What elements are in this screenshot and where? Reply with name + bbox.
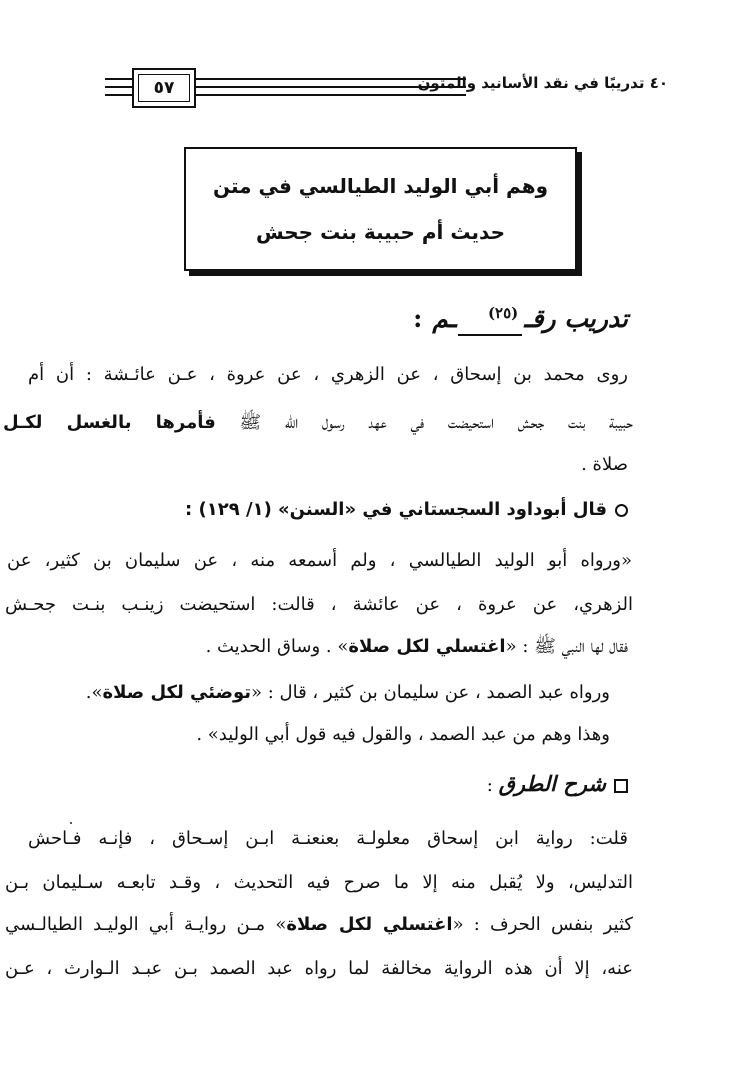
exercise-label-end: ـم: [432, 304, 457, 333]
section-heading-colon: :: [486, 775, 493, 796]
quote-line-1: «ورواه أبو الوليد الطيالسي ، ولم أسمعه منه ، عن سليمان بن كثير، عن: [7, 550, 632, 571]
quote-line-2: الزهري، عن عروة ، عن عائشة ، قالت: استحيضت زينـب بنـت جحـش: [5, 594, 633, 615]
square-bullet-icon: [614, 779, 628, 793]
quote-line-4-b: ».: [85, 682, 103, 703]
commentary-line-1: قلت: رواية ابن إسحاق معلولـة بعنعنـة ابـن إسـحاق ، فإنـه فـاحش: [28, 828, 628, 849]
quote-intro: [185, 497, 628, 523]
commentary-line-4: عنه، إلا أن هذه الرواية مخالفة لما رواه عبد الصمد بـن عبـد الـوارث ، عـن: [5, 958, 633, 979]
scan-speck: [70, 822, 72, 824]
section-heading: [487, 771, 628, 799]
quote-line-4-a: ورواه عبد الصمد ، عن سليمان بن كثير ، قال : «: [251, 682, 610, 703]
exercise-number: (٢٥): [487, 304, 519, 322]
exercise-colon: :: [413, 304, 423, 333]
circle-bullet-icon: [615, 504, 628, 517]
quote-line-4: [86, 680, 610, 706]
intro-line-1: روى محمد بن إسحاق ، عن الزهري ، عن عروة ، عـن عائـشة : أن أم: [28, 364, 628, 385]
chapter-title-box: [184, 147, 577, 271]
header-rule: [196, 94, 466, 96]
commentary-line-3-bold: اغتسلي لكل صلاة: [286, 914, 453, 935]
header-rule: [105, 86, 132, 88]
commentary-line-2: التدليس، ولا يُقبل منه إلا ما صرح فيه التحديث ، وقـد تابعـه سـليمان بـن: [5, 872, 633, 893]
exercise-heading: [413, 304, 628, 336]
quote-line-4-bold: توضئي لكل صلاة: [102, 682, 252, 703]
commentary-line-3-a: كثير بنفس الحرف : «: [452, 914, 634, 935]
quote-line-3-bold: اغتسلي لكل صلاة: [348, 636, 506, 657]
page-number-text: ٥٧: [153, 78, 175, 98]
intro-line-2-bold: فأمرها بالغسل لكـل: [3, 412, 216, 433]
quote-line-3: [206, 634, 628, 660]
chapter-title-line-1: وهم أبي الوليد الطيالسي في متن: [212, 174, 549, 198]
quote-line-3-b: » . وساق الحديث .: [205, 636, 349, 657]
exercise-label: تدريب رقـ: [524, 304, 628, 333]
commentary-line-3: [5, 912, 633, 938]
quote-line-3-a: فقال لها النبي ﷺ : «: [505, 636, 628, 657]
intro-line-2-text: حبيبة بنت جحش استحيضت في عهد رسول الله ﷺ: [215, 412, 633, 433]
header-rule: [105, 78, 132, 80]
quote-line-5: وهذا وهم من عبد الصمد ، والقول فيه قول أبي الوليد» .: [196, 724, 610, 745]
intro-line-3: صلاة .: [581, 454, 628, 475]
book-title: ٤٠ تدريبًا في نقد الأسانيد والمتون: [417, 74, 668, 92]
section-heading-text: شرح الطرق: [498, 771, 606, 796]
commentary-line-3-b: » مـن روايـة أبي الوليـد الطيالـسي: [5, 914, 287, 935]
page-number: [132, 68, 196, 108]
quote-intro-text: قال أبوداود السجستاني في «السنن» (١/ ١٢٩) :: [185, 499, 607, 520]
chapter-title-line-2: حديث أم حبيبة بنت جحش: [256, 220, 505, 244]
intro-line-2: [3, 410, 633, 436]
kashida-line: [458, 305, 522, 336]
header-rule: [105, 94, 132, 96]
